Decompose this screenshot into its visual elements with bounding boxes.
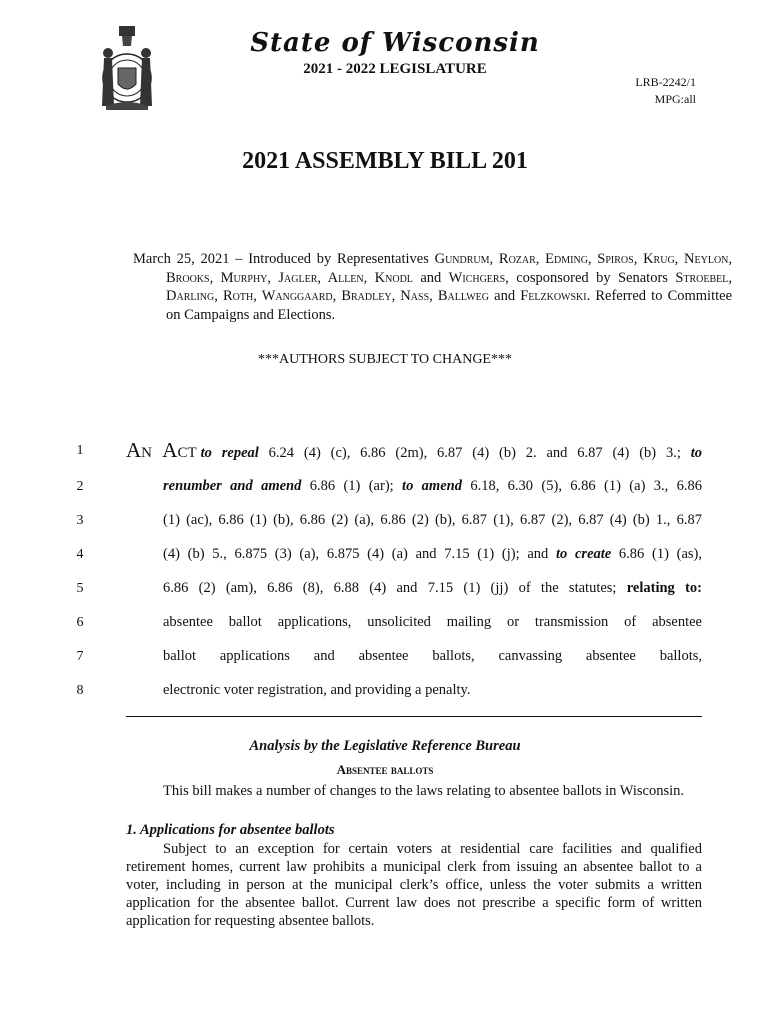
act-line (163, 614, 702, 631)
act-text: absentee ballot applications, unsolicited mailing or transmission of absentee (163, 614, 702, 630)
representatives: Gundrum, Rozar, Edming, Spiros, Krug, Neylon, Brooks, Murphy, Jagler, Allen, Knodl (166, 251, 733, 286)
senators: Stroebel, Darling, Roth, Wanggaard, Bradley, Nass, Ballweg (166, 269, 733, 304)
act-text: 6.86 (2) (am), 6.86 (8), 6.88 (4) and 7.15 (1) (jj) of the statutes; (163, 580, 627, 596)
cosponsored-text: cosponsored by Senators (516, 269, 668, 286)
state-title: State of Wisconsin (250, 28, 540, 58)
act-text: to repeal (200, 445, 259, 461)
act-line (163, 478, 702, 495)
act-text: renumber and amend (163, 478, 302, 494)
senator-last: Felzkowski. (520, 288, 591, 304)
act-text: (1) (ac), 6.86 (1) (b), 6.86 (2) (a), 6.86 (2) (b), 6.87 (1), 6.87 (2), 6.87 (4) (b) 1., 6.87 (163, 512, 702, 528)
act-text: to (690, 445, 702, 461)
act-text: ballot applications and absentee ballots, canvassing absentee ballots, (163, 648, 702, 664)
act-line (163, 682, 702, 699)
and-word: and (494, 288, 516, 304)
intro-date: March 25, 2021 – Introduced by Representatives (133, 251, 429, 267)
line-number: 1 (76, 443, 84, 458)
act-text: to create (556, 546, 612, 562)
act-text: relating to: (626, 580, 703, 596)
bill-title: 2021 ASSEMBLY BILL 201 (242, 148, 528, 174)
representative-last: Wichgers, (448, 269, 509, 286)
line-number: 5 (76, 581, 84, 596)
line-number: 3 (76, 513, 84, 528)
authors-note: ***AUTHORS SUBJECT TO CHANGE*** (258, 352, 512, 367)
referral-text: Referred to Committee on Campaigns and Elections. (166, 288, 733, 323)
introduction-paragraph (133, 250, 732, 324)
analysis-heading: Analysis by the Legislative Reference Bureau (249, 738, 521, 754)
line-number: 6 (76, 615, 84, 630)
act-text: 6.86 (1) (ar); (301, 478, 403, 494)
act-text: to amend (402, 478, 462, 494)
line-number: 4 (76, 547, 84, 562)
analysis-paragraph: This bill makes a number of changes to the laws relating to absentee ballots in Wisconsin. (163, 783, 685, 799)
act-text: electronic voter registration, and providing a penalty. (163, 682, 471, 698)
analysis-subheading: Absentee ballots (336, 762, 434, 777)
act-text: 6.18, 6.30 (5), 6.86 (1) (a) 3., 6.86 (461, 478, 702, 494)
act-text: 6.86 (1) (as), (611, 546, 702, 562)
an-act-label: An Act (126, 438, 197, 462)
act-line (126, 438, 702, 463)
drafter-code: MPG:all (654, 92, 696, 106)
act-text: (4) (b) 5., 6.875 (3) (a), 6.875 (4) (a) and 7.15 (1) (j); and (163, 546, 556, 562)
line-number: 8 (76, 683, 84, 698)
act-line (163, 546, 702, 563)
legislature-session: 2021 - 2022 LEGISLATURE (303, 61, 487, 77)
and-word: and (420, 269, 442, 286)
section-divider (126, 716, 702, 717)
act-text: 6.24 (4) (c), 6.86 (2m), 6.87 (4) (b) 2. and 6.87 (4) (b) 3.; (258, 445, 691, 461)
act-line (163, 512, 702, 529)
line-number: 7 (76, 649, 84, 664)
act-line (163, 648, 702, 665)
section-heading: 1. Applications for absentee ballots (126, 822, 335, 838)
analysis-paragraph: Subject to an exception for certain voters at residential care facilities and qualified retirement homes, current law prohibits a municipal clerk from issuing an absentee ballot to a voter, including in person at the municipal clerk’s office, unless the voter submits a written application for the absentee ballot. Current law does not prescribe a specific form of written application for requesting absentee ballots. (126, 841, 702, 929)
lrb-reference (635, 74, 696, 108)
wisconsin-state-seal (94, 18, 160, 112)
lrb-code: LRB-2242/1 (635, 75, 696, 89)
line-number: 2 (76, 479, 84, 494)
act-line (163, 580, 702, 597)
